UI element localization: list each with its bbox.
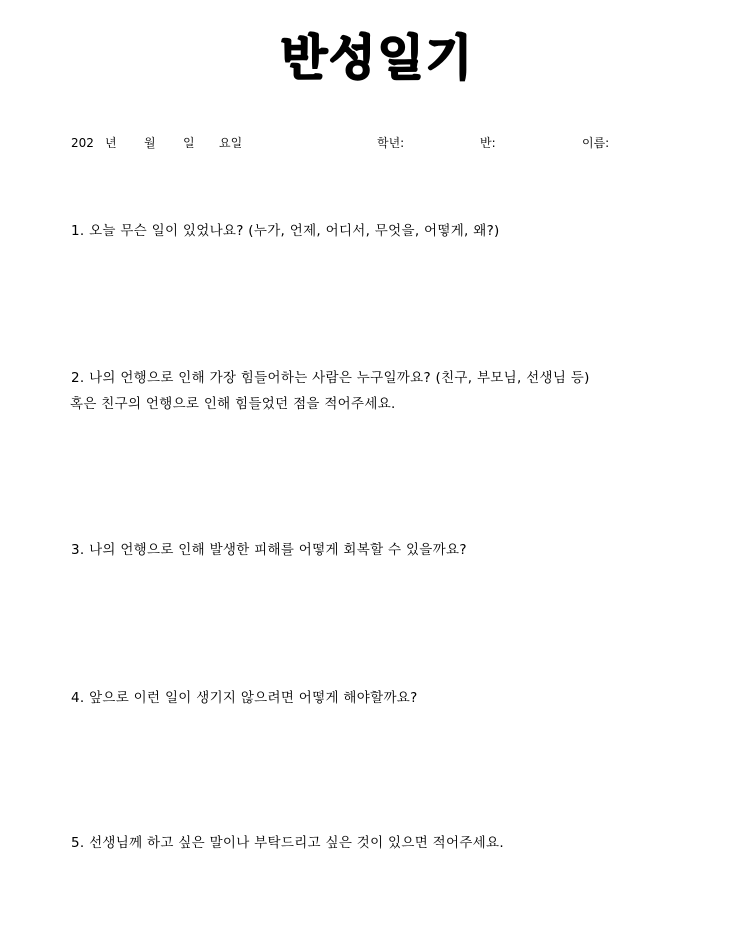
name-label: 이름: [582,136,610,150]
day-label: 일 [183,136,195,150]
question-2 [71,365,691,417]
question-4 [71,685,691,711]
class-label: 반: [480,136,496,150]
question-2-text: 2. 나의 언행으로 인해 가장 힘들어하는 사람은 누구일까요? (친구, 부모님, 선생님 등) [71,370,590,386]
grade-label: 학년: [377,136,405,150]
question-2-text-continued: 혹은 친구의 언행으로 인해 힘들었던 점을 적어주세요. [70,396,396,412]
question-1-text: 1. 오늘 무슨 일이 있었나요? (누가, 언제, 어디서, 무엇을, 어떻게, 왜?) [71,223,500,239]
question-4-text: 4. 앞으로 이런 일이 생기지 않으려면 어떻게 해야할까요? [71,690,418,706]
year-value: 202 [71,136,94,150]
question-3 [71,537,691,563]
question-1 [71,218,691,244]
year-label: 년 [105,136,117,150]
page-title: 반성일기 [280,30,475,86]
month-label: 월 [144,136,156,150]
question-5-text: 5. 선생님께 하고 싶은 말이나 부탁드리고 싶은 것이 있으면 적어주세요. [71,835,504,851]
question-3-text: 3. 나의 언행으로 인해 발생한 피해를 어떻게 회복할 수 있을까요? [71,542,467,558]
weekday-label: 요일 [219,136,243,150]
question-5 [71,830,691,856]
